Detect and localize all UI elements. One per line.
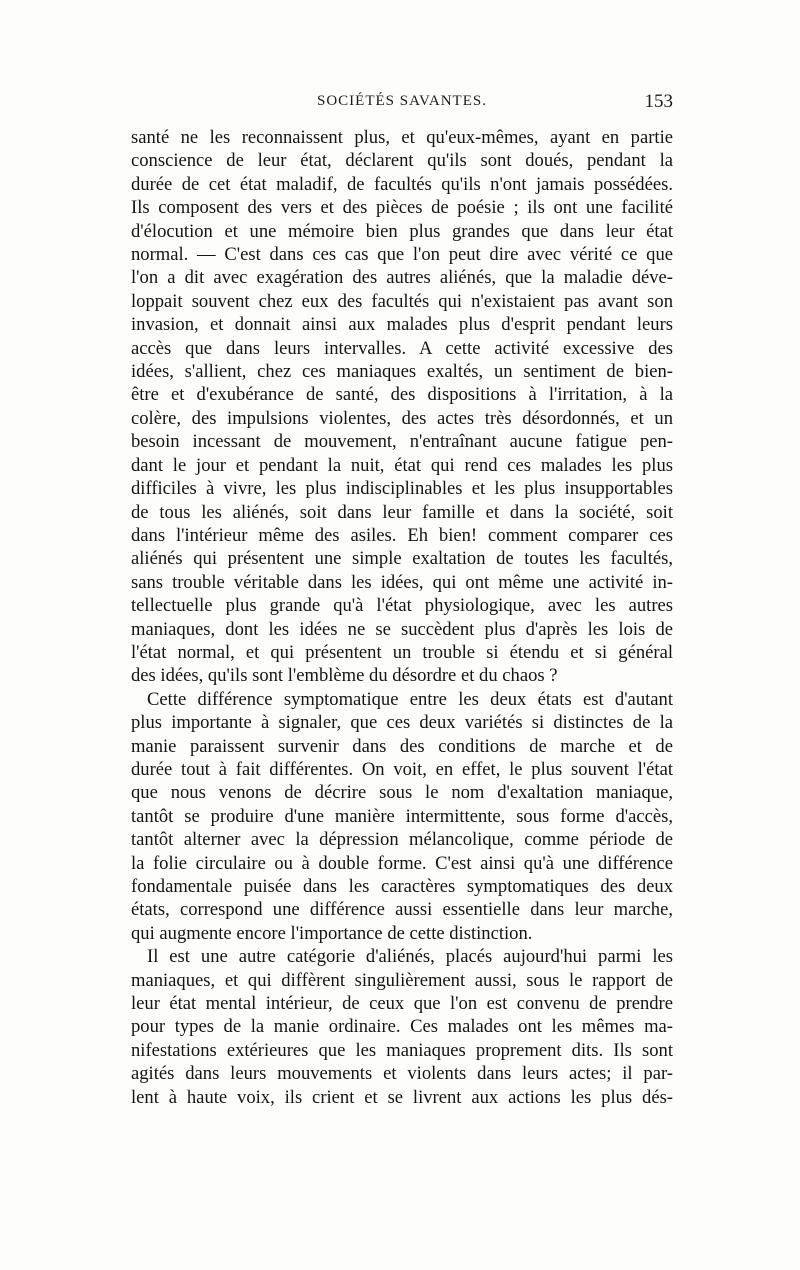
text-line: d'élocution et une mémoire bien plus grandes que dans leur état: [131, 220, 673, 242]
text-line: Ils composent des vers et des pièces de poésie ; ils ont une facilité: [131, 197, 673, 219]
text-line: plus importante à signaler, que ces deux variétés si distinctes de la: [131, 712, 673, 734]
text-line: colère, des impulsions violentes, des actes très désordonnés, et un: [131, 407, 673, 429]
text-line: états, correspond une différence aussi essentielle dans leur marche,: [131, 899, 673, 921]
text-line: pour types de la manie ordinaire. Ces malades ont les mêmes ma-: [131, 1016, 673, 1038]
text-line: normal. — C'est dans ces cas que l'on peut dire avec vérité ce que: [131, 244, 673, 266]
text-line: que nous venons de décrire sous le nom d'exaltation maniaque,: [131, 782, 673, 804]
text-line: nifestations extérieures que les maniaques proprement dits. Ils sont: [131, 1039, 673, 1061]
text-line: l'état normal, et qui présentent un trouble si étendu et si général: [131, 641, 673, 663]
text-line: agités dans leurs mouvements et violents dans leurs actes; il par-: [131, 1063, 673, 1085]
text-line: conscience de leur état, déclarent qu'ils sont doués, pendant la: [131, 150, 673, 172]
text-line: la folie circulaire ou à double forme. C'est ainsi qu'à une différence: [131, 852, 673, 874]
body-text: [131, 126, 673, 1109]
text-line: être et d'exubérance de santé, des dispositions à l'irritation, à la: [131, 384, 673, 406]
text-line: loppait souvent chez eux des facultés qui n'existaient pas avant son: [131, 290, 673, 312]
text-line: Il est une autre catégorie d'aliénés, placés aujourd'hui parmi les: [147, 946, 673, 968]
text-line: sans trouble véritable dans les idées, qui ont même une activité in-: [131, 571, 673, 593]
text-line: lent à haute voix, ils crient et se livrent aux actions les plus dés-: [131, 1086, 673, 1108]
running-title: SOCIÉTÉS SAVANTES.: [317, 93, 487, 109]
text-line: difficiles à vivre, les plus indisciplinables et les plus insupportables: [131, 478, 673, 500]
text-line: manie paraissent survenir dans des conditions de marche et de: [131, 735, 673, 757]
text-line: tantôt se produire d'une manière intermittente, sous forme d'accès,: [131, 805, 673, 827]
text-line: Cette différence symptomatique entre les deux états est d'autant: [147, 688, 673, 710]
text-line: durée de cet état maladif, de facultés qu'ils n'ont jamais possédées.: [131, 173, 673, 195]
text-line: fondamentale puisée dans les caractères symptomatiques des deux: [131, 876, 673, 897]
text-line: besoin incessant de mouvement, n'entraînant aucune fatigue pen-: [131, 431, 673, 453]
text-line: qui augmente encore l'importance de cette distinction.: [131, 922, 533, 944]
text-line: accès que dans leurs intervalles. A cette activité excessive des: [131, 337, 673, 359]
text-line: aliénés qui présentent une simple exaltation de toutes les facultés,: [131, 548, 673, 570]
text-line: tellectuelle plus grande qu'à l'état physiologique, avec les autres: [131, 595, 673, 617]
page-number: 153: [644, 91, 673, 112]
text-line: invasion, et donnait ainsi aux malades plus d'esprit pendant leurs: [131, 314, 673, 336]
text-line: leur état mental intérieur, de ceux que l'on est convenu de prendre: [131, 993, 673, 1015]
text-line: maniaques, et qui diffèrent singulièrement aussi, sous le rapport de: [131, 969, 673, 991]
running-head: [131, 93, 673, 117]
text-line: santé ne les reconnaissent plus, et qu'eux-mêmes, ayant en partie: [131, 127, 673, 148]
text-line: idées, s'allient, chez ces maniaques exaltés, un sentiment de bien-: [131, 361, 673, 383]
text-line: maniaques, dont les idées ne se succèdent plus d'après les lois de: [131, 618, 673, 640]
text-line: dans l'intérieur même des asiles. Eh bien! comment comparer ces: [131, 524, 673, 546]
text-line: tantôt alterner avec la dépression mélancolique, comme période de: [131, 829, 673, 851]
text-line: durée tout à fait différentes. On voit, en effet, le plus souvent l'état: [131, 758, 673, 780]
text-line: dant le jour et pendant la nuit, état qui rend ces malades les plus: [131, 454, 673, 476]
text-line: de tous les aliénés, soit dans leur famille et dans la société, soit: [131, 501, 673, 523]
text-line: des idées, qu'ils sont l'emblème du désordre et du chaos ?: [131, 665, 558, 687]
text-line: l'on a dit avec exagération des autres aliénés, que la maladie déve-: [131, 267, 673, 289]
